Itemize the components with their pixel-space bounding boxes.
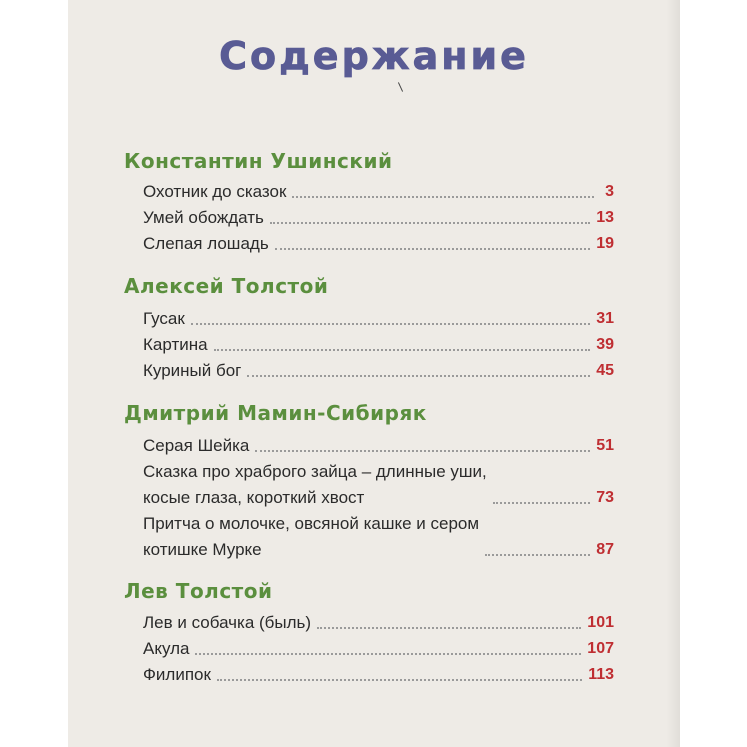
toc-entry[interactable] [143, 332, 614, 358]
toc-entry[interactable] [143, 610, 614, 636]
entry-title: Умей обождать [143, 208, 264, 227]
page-number: 31 [596, 310, 614, 327]
page-number: 13 [596, 209, 614, 226]
page-number: 3 [605, 183, 614, 200]
dot-leader [191, 322, 590, 325]
book-page [68, 0, 680, 747]
dot-leader [270, 221, 590, 224]
entry-title: Слепая лошадь [143, 234, 269, 253]
toc-entry[interactable] [143, 358, 614, 384]
entry-title: Акула [143, 639, 190, 658]
dot-leader [493, 501, 590, 504]
entry-title: Гусак [143, 309, 185, 328]
toc-entry[interactable] [143, 433, 614, 459]
entry-title: Лев и собачка (быль) [143, 613, 312, 632]
page-edge-shadow [666, 0, 680, 747]
page-title: Содержание [219, 34, 529, 78]
author-heading: Лев Толстой [124, 579, 273, 603]
entry-title-line: котишке Мурке [143, 540, 262, 559]
toc-entry[interactable] [143, 231, 614, 257]
toc-section-ushinsky [124, 148, 614, 257]
page-number: 113 [588, 666, 614, 683]
page-number: 39 [596, 336, 614, 353]
stray-mark [398, 82, 403, 91]
dot-leader [275, 247, 591, 250]
author-heading: Алексей Толстой [124, 274, 329, 298]
entry-title [143, 511, 479, 563]
dot-leader [485, 553, 590, 556]
entry-title: Куриный бог [143, 361, 242, 380]
entry-title-line: Сказка про храброго зайца – длинные уши, [143, 462, 487, 481]
toc-entry[interactable] [143, 636, 614, 662]
dot-leader [292, 195, 594, 198]
entry-title: Картина [143, 335, 208, 354]
entry-title: Серая Шейка [143, 436, 250, 455]
dot-leader [195, 652, 581, 655]
toc-entry[interactable] [143, 306, 614, 332]
toc-section-mamin-sibiryak [124, 400, 614, 563]
entry-title [143, 459, 487, 511]
dot-leader [214, 348, 591, 351]
toc-entry[interactable] [143, 662, 614, 688]
dot-leader [247, 374, 590, 377]
entry-title-line: Притча о молочке, овсяной кашке и сером [143, 514, 480, 533]
page-number: 73 [596, 489, 614, 506]
page-number: 51 [596, 437, 614, 454]
toc-section-tolstoy-l [124, 578, 614, 688]
page-number: 19 [596, 235, 614, 252]
toc-entry[interactable] [143, 205, 614, 231]
page-number: 45 [596, 362, 614, 379]
toc-entry[interactable] [143, 511, 614, 563]
toc-section-tolstoy-a [124, 273, 614, 384]
page-number: 107 [587, 640, 614, 657]
entry-title: Охотник до сказок [143, 182, 287, 201]
entry-title: Филипок [143, 665, 211, 684]
page-number: 101 [587, 614, 614, 631]
entry-title-line: косые глаза, короткий хвост [143, 488, 365, 507]
dot-leader [317, 626, 581, 629]
toc-entry[interactable] [143, 459, 614, 511]
page-number: 87 [596, 541, 614, 558]
author-heading: Дмитрий Мамин-Сибиряк [124, 401, 427, 425]
author-heading: Константин Ушинский [124, 149, 393, 173]
dot-leader [255, 449, 590, 452]
dot-leader [217, 678, 582, 681]
toc-entry[interactable] [143, 179, 614, 205]
